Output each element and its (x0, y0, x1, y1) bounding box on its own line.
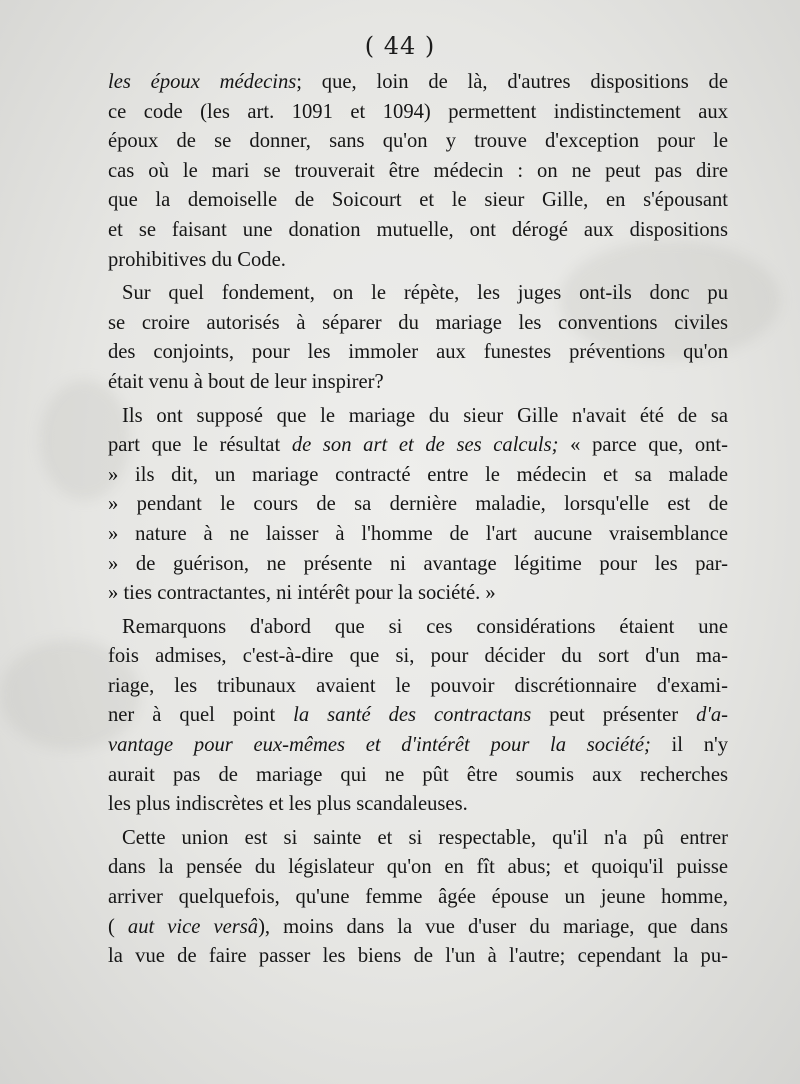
text-line (108, 520, 728, 550)
text-line (108, 98, 728, 128)
text-run: « parce que, ont- (558, 434, 728, 457)
text-run: il n'y (650, 734, 728, 757)
text-run: ), moins dans la vue d'user du mariage, que dans (258, 915, 728, 938)
text-run: était venu à bout de leur inspirer? (108, 370, 384, 393)
text-run: et se faisant une donation mutuelle, ont dérogé aux dispositions (108, 218, 728, 241)
text-line (108, 613, 728, 643)
text-run: ce code (les art. 1091 et 1094) permettent indistinctement aux (108, 100, 728, 123)
text-line (108, 672, 728, 702)
text-run: arriver quelquefois, qu'une femme âgée épouse un jeune homme, (108, 886, 728, 909)
text-line (108, 701, 728, 731)
text-line (108, 431, 728, 461)
text-line (108, 309, 728, 339)
text-line (108, 824, 728, 854)
text-line (108, 68, 728, 98)
italic-run: les époux médecins (108, 71, 297, 93)
text-run: les plus indiscrètes et les plus scandaleuses. (108, 793, 468, 816)
text-run: » ties contractantes, ni intérêt pour la société. » (108, 582, 496, 605)
text-line (108, 942, 728, 972)
text-line (108, 550, 728, 580)
text-run: » de guérison, ne présente ni avantage légitime pour les par- (108, 552, 728, 575)
text-line (108, 790, 728, 820)
text-line (108, 338, 728, 368)
text-line (108, 642, 728, 672)
text-line (108, 883, 728, 913)
text-run: ( (108, 915, 128, 938)
text-run: fois admises, c'est-à-dire que si, pour décider du sort d'un ma- (108, 645, 728, 668)
italic-run: d'a- (696, 704, 729, 727)
italic-run: la santé des contractans (293, 704, 532, 727)
text-run: part que le résultat (108, 434, 292, 457)
text-line (108, 761, 728, 791)
text-run: des conjoints, pour les immoler aux funestes préventions qu'on (108, 341, 728, 364)
text-run: se croire autorisés à séparer du mariage les conventions civiles (108, 311, 728, 334)
text-line (108, 461, 728, 491)
text-line (108, 853, 728, 883)
text-run: peut présenter (531, 704, 697, 727)
text-run: prohibitives du Code. (108, 248, 286, 271)
italic-run: aut vice versâ (127, 915, 259, 938)
text-run: Ils ont supposé que le mariage du sieur Gille n'avait été de sa (122, 404, 728, 427)
text-run: que la demoiselle de Soicourt et le sieur Gille, en s'épousant (108, 189, 728, 212)
text-run: la vue de faire passer les biens de l'un à l'autre; cependant la pu- (108, 945, 728, 968)
italic-run: de son art et de ses calculs; (291, 434, 559, 457)
text-line (108, 279, 728, 309)
text-run: riage, les tribunaux avaient le pouvoir discrétionnaire d'exami- (108, 674, 728, 697)
text-run: » ils dit, un mariage contracté entre le médecin et sa malade (108, 463, 728, 486)
text-run: » nature à ne laisser à l'homme de l'art aucune vraisemblance (108, 522, 728, 545)
text-run: ; que, loin de là, d'autres dispositions de (296, 71, 728, 93)
text-run: Sur quel fondement, on le répète, les juges ont-ils donc pu (122, 282, 728, 305)
text-line (108, 127, 728, 157)
text-line (108, 731, 728, 761)
text-line (108, 368, 728, 398)
text-run: » pendant le cours de sa dernière maladie, lorsqu'elle est de (108, 493, 728, 516)
text-line (108, 490, 728, 520)
text-run: ner à quel point (108, 704, 294, 727)
text-line (108, 402, 728, 432)
text-run: Cette union est si sainte et si respectable, qu'il n'a pû entrer (122, 826, 728, 849)
text-line (108, 216, 728, 246)
text-line (108, 913, 728, 943)
text-line (108, 157, 728, 187)
text-run: époux de se donner, sans qu'on y trouve d'exception pour le (108, 130, 728, 153)
text-run: cas où le mari se trouverait être médecin : on ne peut pas dire (108, 159, 728, 182)
text-line (108, 246, 728, 276)
text-run: Remarquons d'abord que si ces considérations étaient une (122, 615, 728, 638)
italic-run: vantage pour eux-mêmes et d'intérêt pour la société; (108, 734, 651, 757)
text-run: dans la pensée du législateur qu'on en fît abus; et quoiqu'il puisse (108, 856, 728, 879)
text-line (108, 579, 728, 609)
page-number: ( 44 ) (364, 32, 436, 60)
text-run: aurait pas de mariage qui ne pût être soumis aux recherches (108, 763, 728, 786)
body-text (108, 68, 728, 972)
text-line (108, 186, 728, 216)
